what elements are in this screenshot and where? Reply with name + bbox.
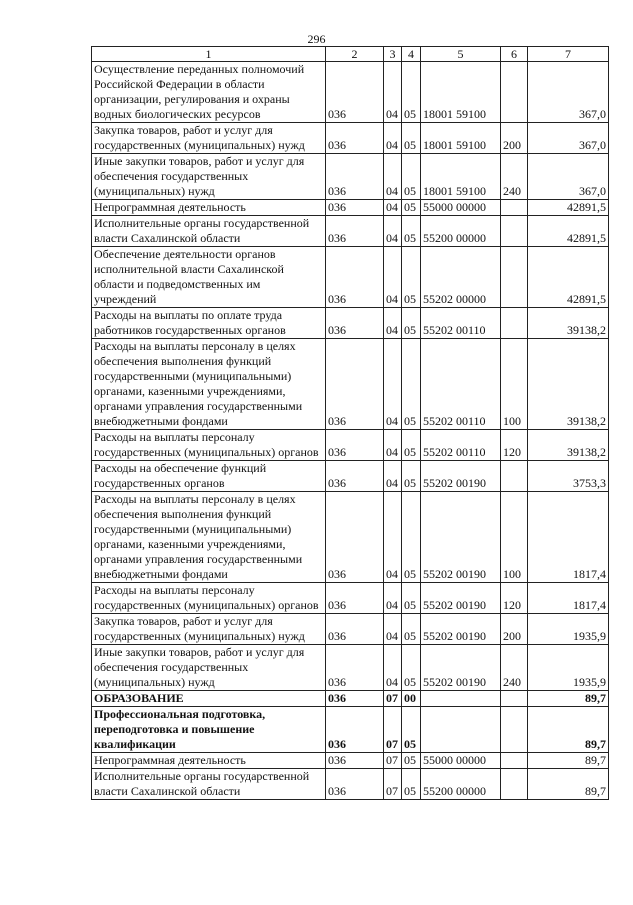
- table-row: [92, 753, 609, 769]
- row-subsection-cell: 05: [402, 216, 421, 247]
- row-expense-type-cell: 100: [501, 492, 528, 583]
- row-amount-cell: 42891,5: [528, 216, 609, 247]
- row-expense-type-cell: 200: [501, 123, 528, 154]
- row-name-cell: Расходы на выплаты по оплате труда работников государственных органов: [92, 308, 326, 339]
- row-subsection-cell: 05: [402, 583, 421, 614]
- row-section-cell: 04: [384, 339, 402, 430]
- row-target-article-cell: 55202 00190: [421, 645, 501, 691]
- table-row: [92, 461, 609, 492]
- row-ved-cell: 036: [326, 430, 384, 461]
- row-section-cell: 04: [384, 583, 402, 614]
- row-amount-cell: 1817,4: [528, 492, 609, 583]
- row-section-cell: 04: [384, 216, 402, 247]
- row-target-article-cell: 55202 00190: [421, 614, 501, 645]
- row-target-article-cell: 18001 59100: [421, 62, 501, 123]
- row-name-cell: Иные закупки товаров, работ и услуг для обеспечения государственных (муниципальных) нужд: [92, 154, 326, 200]
- row-subsection-cell: 05: [402, 154, 421, 200]
- row-subsection-cell: 05: [402, 461, 421, 492]
- row-expense-type-cell: 100: [501, 339, 528, 430]
- column-header: 1: [92, 47, 326, 62]
- row-ved-cell: 036: [326, 691, 384, 707]
- row-target-article-cell: 55200 00000: [421, 216, 501, 247]
- row-target-article-cell: 18001 59100: [421, 123, 501, 154]
- row-amount-cell: 367,0: [528, 123, 609, 154]
- row-ved-cell: 036: [326, 769, 384, 800]
- row-section-cell: 04: [384, 461, 402, 492]
- row-amount-cell: 367,0: [528, 62, 609, 123]
- table-row: [92, 247, 609, 308]
- row-section-cell: 04: [384, 200, 402, 216]
- row-name-cell: Иные закупки товаров, работ и услуг для обеспечения государственных (муниципальных) нужд: [92, 645, 326, 691]
- row-subsection-cell: 05: [402, 645, 421, 691]
- table-row: [92, 62, 609, 123]
- row-expense-type-cell: [501, 216, 528, 247]
- table-body: [92, 47, 609, 800]
- row-subsection-cell: 05: [402, 247, 421, 308]
- row-name-cell: Расходы на выплаты персоналу государственных (муниципальных) органов: [92, 583, 326, 614]
- row-ved-cell: 036: [326, 461, 384, 492]
- row-section-cell: 04: [384, 308, 402, 339]
- row-target-article-cell: 55202 00110: [421, 308, 501, 339]
- column-header: 2: [326, 47, 384, 62]
- row-ved-cell: 036: [326, 308, 384, 339]
- row-amount-cell: 89,7: [528, 753, 609, 769]
- row-name-cell: Непрограммная деятельность: [92, 753, 326, 769]
- row-subsection-cell: 05: [402, 62, 421, 123]
- table-row: [92, 308, 609, 339]
- row-subsection-cell: 05: [402, 123, 421, 154]
- row-subsection-cell: 05: [402, 430, 421, 461]
- row-name-cell: Исполнительные органы государственной власти Сахалинской области: [92, 216, 326, 247]
- row-section-cell: 07: [384, 769, 402, 800]
- row-expense-type-cell: [501, 200, 528, 216]
- row-amount-cell: 367,0: [528, 154, 609, 200]
- row-name-cell: Расходы на выплаты персоналу государственных (муниципальных) органов: [92, 430, 326, 461]
- table-row: [92, 123, 609, 154]
- row-name-cell: Обеспечение деятельности органов исполнительной власти Сахалинской области и подведомственных им учреждений: [92, 247, 326, 308]
- row-expense-type-cell: [501, 769, 528, 800]
- table-row: [92, 216, 609, 247]
- table-row: [92, 154, 609, 200]
- row-amount-cell: 89,7: [528, 691, 609, 707]
- row-amount-cell: 89,7: [528, 707, 609, 753]
- table-row: [92, 492, 609, 583]
- row-amount-cell: 89,7: [528, 769, 609, 800]
- row-name-cell: ОБРАЗОВАНИЕ: [92, 691, 326, 707]
- table-row: [92, 339, 609, 430]
- row-ved-cell: 036: [326, 216, 384, 247]
- table-row: [92, 769, 609, 800]
- row-expense-type-cell: [501, 753, 528, 769]
- row-section-cell: 04: [384, 645, 402, 691]
- row-subsection-cell: 05: [402, 753, 421, 769]
- table-row: [92, 430, 609, 461]
- row-expense-type-cell: [501, 62, 528, 123]
- row-section-cell: 04: [384, 430, 402, 461]
- row-subsection-cell: 05: [402, 769, 421, 800]
- row-expense-type-cell: [501, 247, 528, 308]
- row-target-article-cell: 55202 00110: [421, 339, 501, 430]
- row-section-cell: 07: [384, 707, 402, 753]
- row-ved-cell: 036: [326, 247, 384, 308]
- row-amount-cell: 3753,3: [528, 461, 609, 492]
- column-header: 3: [384, 47, 402, 62]
- row-target-article-cell: 55000 00000: [421, 200, 501, 216]
- row-expense-type-cell: 120: [501, 583, 528, 614]
- column-header: 4: [402, 47, 421, 62]
- row-ved-cell: 036: [326, 614, 384, 645]
- row-ved-cell: 036: [326, 154, 384, 200]
- column-header: 6: [501, 47, 528, 62]
- row-amount-cell: 39138,2: [528, 339, 609, 430]
- table-row: [92, 691, 609, 707]
- row-section-cell: 07: [384, 691, 402, 707]
- row-subsection-cell: 05: [402, 200, 421, 216]
- column-header: 7: [528, 47, 609, 62]
- row-section-cell: 04: [384, 123, 402, 154]
- row-subsection-cell: 05: [402, 614, 421, 645]
- row-name-cell: Исполнительные органы государственной власти Сахалинской области: [92, 769, 326, 800]
- row-subsection-cell: 05: [402, 339, 421, 430]
- row-ved-cell: 036: [326, 492, 384, 583]
- row-subsection-cell: 05: [402, 308, 421, 339]
- row-section-cell: 04: [384, 154, 402, 200]
- row-ved-cell: 036: [326, 583, 384, 614]
- row-section-cell: 07: [384, 753, 402, 769]
- row-ved-cell: 036: [326, 339, 384, 430]
- row-expense-type-cell: 120: [501, 430, 528, 461]
- row-subsection-cell: 00: [402, 691, 421, 707]
- row-amount-cell: 1935,9: [528, 645, 609, 691]
- row-name-cell: Расходы на обеспечение функций государственных органов: [92, 461, 326, 492]
- row-expense-type-cell: 240: [501, 154, 528, 200]
- row-amount-cell: 42891,5: [528, 247, 609, 308]
- row-expense-type-cell: [501, 461, 528, 492]
- row-target-article-cell: 55202 00190: [421, 492, 501, 583]
- page-number: 296: [307, 32, 326, 46]
- row-ved-cell: 036: [326, 645, 384, 691]
- row-amount-cell: 39138,2: [528, 308, 609, 339]
- row-section-cell: 04: [384, 492, 402, 583]
- row-target-article-cell: 55202 00190: [421, 461, 501, 492]
- row-expense-type-cell: [501, 308, 528, 339]
- table-row: [92, 707, 609, 753]
- row-target-article-cell: [421, 691, 501, 707]
- row-section-cell: 04: [384, 614, 402, 645]
- row-expense-type-cell: 240: [501, 645, 528, 691]
- row-name-cell: Осуществление переданных полномочий Российской Федерации в области организации, регулирования и охраны водных биологических ресурсов: [92, 62, 326, 123]
- row-subsection-cell: 05: [402, 492, 421, 583]
- row-target-article-cell: 55202 00000: [421, 247, 501, 308]
- row-subsection-cell: 05: [402, 707, 421, 753]
- row-name-cell: Профессиональная подготовка, переподготовка и повышение квалификации: [92, 707, 326, 753]
- row-name-cell: Расходы на выплаты персоналу в целях обеспечения выполнения функций государственными (муниципальными) органами, казенными учреждениями, органами управления государственными внебюджетными фондами: [92, 492, 326, 583]
- row-amount-cell: 1817,4: [528, 583, 609, 614]
- row-amount-cell: 39138,2: [528, 430, 609, 461]
- budget-table: [91, 46, 609, 800]
- row-ved-cell: 036: [326, 123, 384, 154]
- row-name-cell: Расходы на выплаты персоналу в целях обеспечения выполнения функций государственными (муниципальными) органами, казенными учреждениями, органами управления государственными внебюджетными фондами: [92, 339, 326, 430]
- row-name-cell: Закупка товаров, работ и услуг для государственных (муниципальных) нужд: [92, 614, 326, 645]
- row-target-article-cell: 18001 59100: [421, 154, 501, 200]
- table-row: [92, 200, 609, 216]
- column-header: 5: [421, 47, 501, 62]
- row-amount-cell: 1935,9: [528, 614, 609, 645]
- row-target-article-cell: [421, 707, 501, 753]
- row-name-cell: Закупка товаров, работ и услуг для государственных (муниципальных) нужд: [92, 123, 326, 154]
- row-target-article-cell: 55200 00000: [421, 769, 501, 800]
- row-ved-cell: 036: [326, 200, 384, 216]
- row-ved-cell: 036: [326, 707, 384, 753]
- row-amount-cell: 42891,5: [528, 200, 609, 216]
- row-expense-type-cell: 200: [501, 614, 528, 645]
- table-header-row: [92, 47, 609, 62]
- table-row: [92, 645, 609, 691]
- row-target-article-cell: 55202 00110: [421, 430, 501, 461]
- row-name-cell: Непрограммная деятельность: [92, 200, 326, 216]
- row-expense-type-cell: [501, 691, 528, 707]
- row-section-cell: 04: [384, 247, 402, 308]
- table-row: [92, 614, 609, 645]
- row-section-cell: 04: [384, 62, 402, 123]
- row-expense-type-cell: [501, 707, 528, 753]
- row-ved-cell: 036: [326, 753, 384, 769]
- row-ved-cell: 036: [326, 62, 384, 123]
- row-target-article-cell: 55000 00000: [421, 753, 501, 769]
- table-row: [92, 583, 609, 614]
- row-target-article-cell: 55202 00190: [421, 583, 501, 614]
